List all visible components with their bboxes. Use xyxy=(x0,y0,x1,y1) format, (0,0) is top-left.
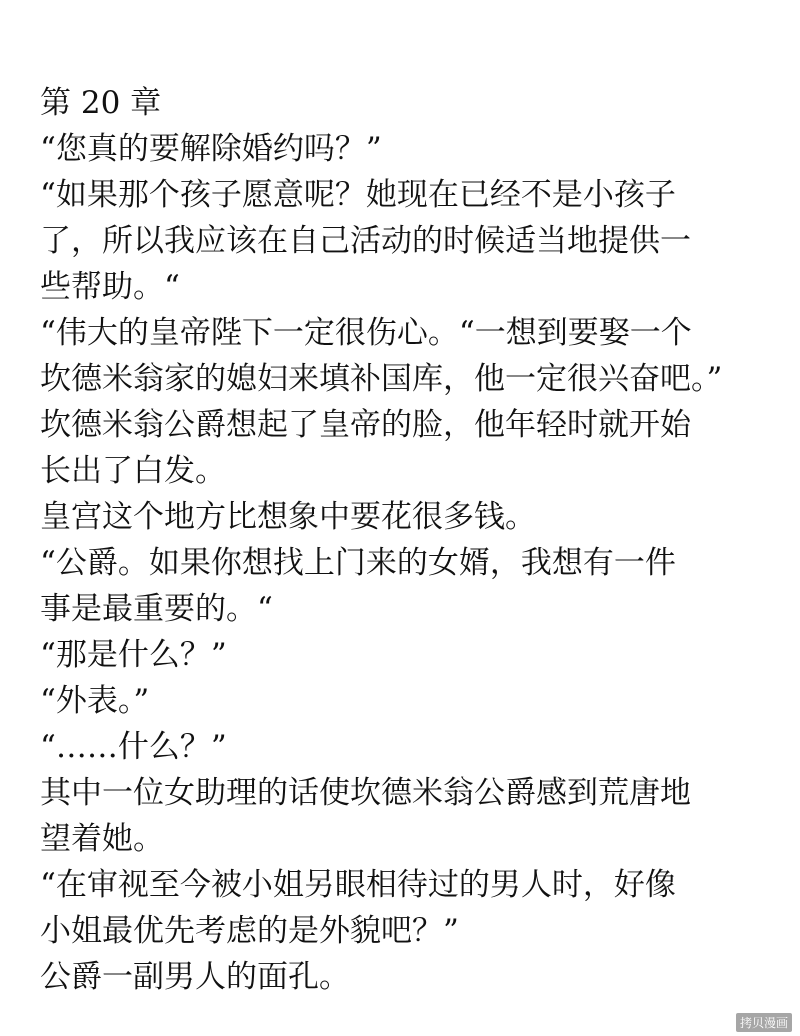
text-line-11: 事是最重要的。“ xyxy=(40,591,273,627)
chapter-title: 第 20 章 xyxy=(40,85,162,121)
text-line-4: 些帮助。“ xyxy=(40,269,180,305)
text-line-13: “外表。” xyxy=(40,683,150,719)
text-line-5: “伟大的皇帝陛下一定很伤心。“一想到要娶一个 xyxy=(40,315,692,351)
text-line-15: 其中一位女助理的话使坎德米翁公爵感到荒唐地 xyxy=(40,775,691,811)
text-line-17: “在审视至今被小姐另眼相待过的男人时，好像 xyxy=(40,867,676,903)
text-line-16: 望着她。 xyxy=(40,821,164,857)
text-line-14: “……什么？” xyxy=(40,729,227,765)
text-line-18: 小姐最优先考虑的是外貌吧？” xyxy=(40,913,459,949)
text-line-19: 公爵一副男人的面孔。 xyxy=(40,959,350,995)
text-line-3: 了，所以我应该在自己活动的时候适当地提供一 xyxy=(40,223,691,259)
text-line-9: 皇宫这个地方比想象中要花很多钱。 xyxy=(40,499,536,535)
text-line-12: “那是什么？” xyxy=(40,637,227,673)
chapter-text xyxy=(40,80,770,1000)
text-line-8: 长出了白发。 xyxy=(40,453,226,489)
site-watermark: 拷贝漫画 xyxy=(736,1013,792,1032)
text-line-2: “如果那个孩子愿意呢？她现在已经不是小孩子 xyxy=(40,177,676,213)
text-line-1: “您真的要解除婚约吗？” xyxy=(40,131,382,167)
text-line-6: 坎德米翁家的媳妇来填补国库，他一定很兴奋吧。” xyxy=(40,361,723,397)
text-line-10: “公爵。如果你想找上门来的女婿，我想有一件 xyxy=(40,545,676,581)
text-line-7: 坎德米翁公爵想起了皇帝的脸，他年轻时就开始 xyxy=(40,407,691,443)
